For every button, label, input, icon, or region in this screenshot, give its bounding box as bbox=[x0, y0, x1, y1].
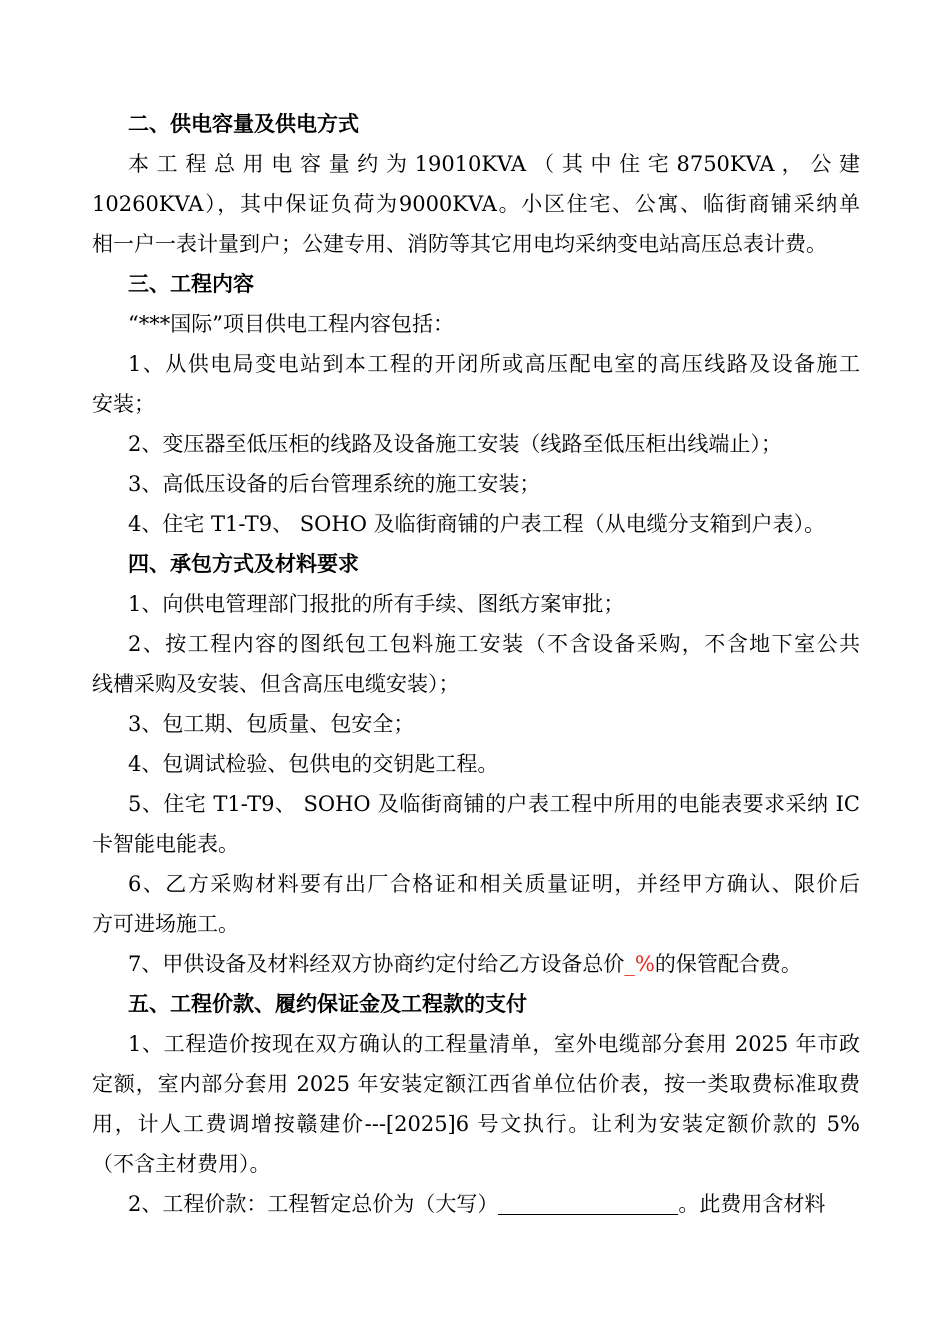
section-heading-contract-method: 四、承包方式及材料要求 bbox=[128, 551, 359, 576]
item-text: 。此费用含材料 bbox=[678, 1192, 826, 1216]
list-item-continuation: 方可进场施工。 bbox=[92, 912, 239, 936]
section-heading-project-content: 三、工程内容 bbox=[128, 271, 254, 296]
list-item: 3、包工期、包质量、包安全； bbox=[128, 712, 415, 736]
paragraph-line: 相一户一表计量到户；公建专用、消防等其它用电均采纳变电站高压总表计费。 bbox=[92, 232, 827, 256]
paragraph-line: “***国际”项目供电工程内容包括： bbox=[128, 312, 454, 336]
document-page bbox=[92, 104, 860, 1224]
list-item-continuation: 线槽采购及安装、但含高压电缆安装）； bbox=[92, 672, 460, 696]
list-item-continuation: 卡智能电能表。 bbox=[92, 832, 239, 856]
list-item bbox=[92, 1184, 860, 1224]
fill-in-blank bbox=[498, 1192, 678, 1215]
list-item: 1、从供电局变电站到本工程的开闭所或高压配电室的高压线路及设备施工 bbox=[128, 352, 860, 376]
list-item: 2、按工程内容的图纸包工包料施工安装（不含设备采购，不含地下室公共 bbox=[128, 632, 860, 656]
item-text: 7、甲供设备及材料经双方协商约定付给乙方设备总价 bbox=[128, 952, 625, 976]
percent-placeholder: _% bbox=[624, 952, 655, 976]
paragraph-line: 本 工 程 总 用 电 容 量 约 为 19010KVA （ 其 中 住 宅 8750KVA ， 公 建 bbox=[128, 152, 860, 176]
paragraph-line: 10260KVA），其中保证负荷为9000KVA。小区住宅、公寓、临街商铺采纳单 bbox=[92, 192, 860, 216]
list-item: 4、住宅 T1-T9、 SOHO 及临街商铺的户表工程（从电缆分支箱到户表）。 bbox=[128, 512, 826, 536]
list-item-continuation: 定额，室内部分套用 2025 年安装定额江西省单位估价表，按一类取费标准取费 bbox=[92, 1072, 860, 1096]
list-item: 5、住宅 T1-T9、 SOHO 及临街商铺的户表工程中所用的电能表要求采纳 IC bbox=[128, 792, 860, 816]
list-item bbox=[92, 944, 860, 984]
list-item: 6、乙方采购材料要有出厂合格证和相关质量证明，并经甲方确认、限价后 bbox=[128, 872, 860, 896]
list-item: 4、包调试检验、包供电的交钥匙工程。 bbox=[128, 752, 499, 776]
list-item-continuation: （不含主材费用）。 bbox=[92, 1152, 271, 1176]
item-text: 的保管配合费。 bbox=[654, 952, 802, 976]
list-item: 3、高低压设备的后台管理系统的施工安装； bbox=[128, 472, 541, 496]
list-item-continuation: 安装； bbox=[92, 392, 155, 416]
list-item: 2、变压器至低压柜的线路及设备施工安装（线路至低压柜出线端止）； bbox=[128, 432, 782, 456]
list-item: 1、工程造价按现在双方确认的工程量清单，室外电缆部分套用 2025 年市政 bbox=[128, 1032, 860, 1056]
section-heading-power-capacity: 二、供电容量及供电方式 bbox=[128, 111, 359, 136]
item-text: 2、工程价款：工程暂定总价为（大写） bbox=[128, 1192, 499, 1216]
section-heading-payment: 五、工程价款、履约保证金及工程款的支付 bbox=[128, 991, 527, 1016]
list-item: 1、向供电管理部门报批的所有手续、图纸方案审批； bbox=[128, 592, 625, 616]
list-item-continuation: 用，计人工费调增按赣建价---[2025]6 号文执行。让利为安装定额价款的 5% bbox=[92, 1112, 860, 1136]
